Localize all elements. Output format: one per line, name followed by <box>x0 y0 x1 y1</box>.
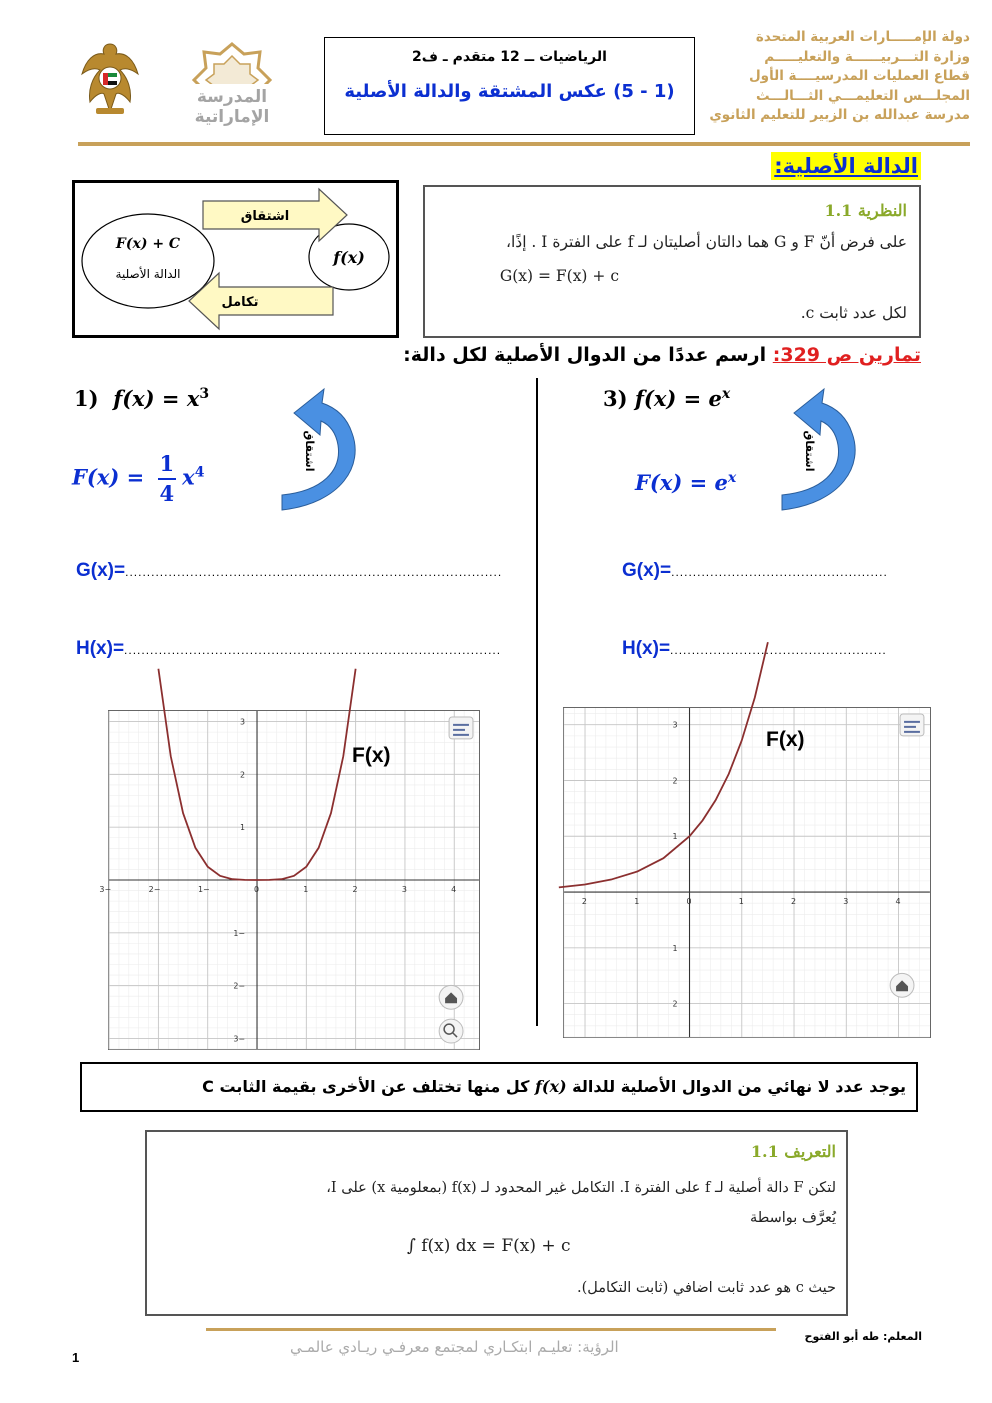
graph1-x-tick-label: −2 <box>148 884 161 894</box>
theorem-line-2: لكل عدد ثابت c. <box>800 304 907 322</box>
graph1-x-tick-label: −3 <box>99 884 112 894</box>
ex1-F-base: x <box>182 464 195 490</box>
ex3-g-line <box>622 560 888 582</box>
graph3-y-tick-label: 2 <box>672 776 678 786</box>
lesson-title-box <box>324 37 695 135</box>
ex1-h-blank: ....................................................................................... <box>124 643 502 657</box>
note-text-before: يوجد عدد لا نهائي من الدوال الأصلية للدالة <box>572 1077 906 1096</box>
graph-x4-over-4[interactable] <box>99 710 480 1050</box>
derivative-integration-diagram <box>72 180 399 338</box>
ex3-g-blank: .................................................. <box>671 565 888 579</box>
ex1-arrow-label: اشتقاق <box>303 430 316 472</box>
graph3-x-tick-label: 1 <box>634 896 640 906</box>
ex3-h-line <box>622 638 887 660</box>
graph3-x-tick-label: 0 <box>686 896 692 906</box>
org-line-3: قطاع العمليات المدرسيــــة الأول <box>748 68 970 84</box>
definition-title: التعريف 1.1 <box>750 1142 836 1161</box>
theorem-formula: G(x) = F(x) + c <box>499 267 619 285</box>
graph1-y-tick-label: 3 <box>240 717 246 727</box>
ex3-F-base: e <box>714 470 728 495</box>
ex1-g-label: G(x)= <box>76 560 126 581</box>
theorem-box <box>423 185 921 338</box>
ex1-number: 1) <box>74 386 99 411</box>
graph1-x-tick-label: 3 <box>401 884 407 894</box>
header-divider <box>78 142 970 146</box>
ex3-f-exp: x <box>721 386 731 402</box>
graph3-y-tick-label: 1 <box>672 832 678 842</box>
graph3-x-tick-label: 2 <box>581 896 588 906</box>
ex3-derivative-arrow-icon <box>772 385 862 517</box>
ex3-F-exp: x <box>727 470 737 486</box>
ex1-frac-num: 1 <box>158 450 177 480</box>
graph1-home-button-icon <box>439 985 463 1009</box>
definition-formula: ∫ f(x) dx = F(x) + c <box>407 1236 571 1256</box>
definition-line-2: يُعرَّف بواسطة <box>749 1210 836 1226</box>
exercises-instruction: ارسم عددًا من الدوال الأصلية لكل دالة: <box>403 344 767 366</box>
ex3-h-blank: .................................................. <box>670 643 887 657</box>
footer-divider <box>206 1328 776 1331</box>
org-line-2: وزارة التـــربيــــــة والتعليـــــم <box>764 48 970 65</box>
section-title: الدالة الأصلية: <box>771 152 921 180</box>
ex1-antiderivative <box>72 450 204 508</box>
infinite-antiderivatives-note <box>80 1062 918 1112</box>
graph1-label: F(x) <box>352 744 391 767</box>
graph3-bg <box>564 708 930 1037</box>
theorem-line-1: على فرض أنّ F و G هما دالتان أصليتان لـ f على الفترة I . إذًا، <box>505 233 907 251</box>
definition-box <box>145 1130 848 1316</box>
graph3-x-tick-label: 4 <box>895 896 901 906</box>
page-number: 1 <box>72 1350 80 1365</box>
ex1-F-exp: 4 <box>194 464 205 481</box>
ex3-g-label: G(x)= <box>622 560 672 581</box>
ex3-h-label: H(x)= <box>622 638 671 659</box>
ex3-function <box>603 386 730 411</box>
graph1-y-tick-label: −3 <box>233 1034 246 1044</box>
definition-line-1: لتكن F دالة أصلية لـ f على الفترة I. التكامل غير المحدود لـ f(x) (بمعلومية x) على I، <box>326 1180 836 1196</box>
org-line-1: دولة الإمـــــارات العربية المتحدة <box>755 29 970 45</box>
graph1-y-tick-label: −2 <box>233 981 246 991</box>
ex1-h-label: H(x)= <box>76 638 125 659</box>
org-line-5: مدرسة عبدالله بن الزبير للتعليم الثانوي <box>709 107 970 123</box>
ex1-frac-den: 4 <box>159 481 175 506</box>
ex1-F-lhs: F(x) = <box>72 464 145 490</box>
note-math: f(x) <box>535 1077 567 1096</box>
uae-emblem-icon <box>76 38 144 118</box>
ex3-f-base: e <box>708 386 722 411</box>
vision-statement: الرؤية: تعليـم ابتكـاري لمجتمع معرفـي ريـادي عالمـي <box>290 1338 619 1356</box>
subject-line: الرياضيات ــ 12 متقدم ـ ف2 <box>412 49 607 65</box>
graph3-y-tick-label: 3 <box>672 720 678 730</box>
ex1-g-line <box>76 560 502 582</box>
integration-arrow-label: تكامل <box>221 295 259 310</box>
note-text-after: كل منها تختلف عن الأخرى بقيمة الثابت C <box>202 1077 530 1096</box>
graph1-x-tick-label: 4 <box>451 884 457 894</box>
theorem-title: النظرية 1.1 <box>824 201 907 220</box>
graph3-x-tick-label: 2 <box>790 896 797 906</box>
graph3-x-tick-label: 1 <box>738 896 744 906</box>
graph-exp-x[interactable] <box>563 707 931 1038</box>
org-line-4: المجلـــس التعليمـــي الثـــالـــث <box>755 87 970 104</box>
logo-text-1: المدرسة <box>196 87 268 107</box>
integration-arrow-icon <box>189 273 333 329</box>
ex1-g-blank: ....................................................................................... <box>125 565 503 579</box>
ex1-f-exp: 3 <box>199 386 210 402</box>
graph1-zoom-circle <box>439 1019 463 1043</box>
ex3-f-lhs: f(x) = <box>634 386 702 411</box>
antiderivative-label: F(x) + C <box>115 236 181 252</box>
exercises-ref: تمارين ص 329: <box>772 344 921 366</box>
lesson-title: (1 - 5) عكس المشتقة والدالة الأصلية <box>344 81 675 102</box>
graph3-label: F(x) <box>766 728 805 751</box>
ex1-h-line <box>76 638 501 660</box>
graph3-home-button-icon <box>890 973 914 997</box>
derivative-arrow-label: اشتقاق <box>240 209 290 224</box>
graph3-x-tick-label: 3 <box>843 896 849 906</box>
graph1-zoom-icon <box>439 1019 463 1043</box>
ex3-arrow-label: اشتقاق <box>803 430 816 472</box>
graph1-style-bar-icon <box>449 717 473 739</box>
ministry-header <box>709 28 970 126</box>
ex1-fraction <box>158 450 177 508</box>
column-divider <box>536 378 538 1026</box>
graph1-x-tick-label: 2 <box>352 884 358 894</box>
graph1-x-tick-label: 1 <box>303 884 309 894</box>
ex3-F-lhs: F(x) = <box>635 470 708 495</box>
ex1-derivative-arrow-icon <box>272 385 362 517</box>
graph3-style-bar-icon <box>900 714 924 736</box>
emirati-school-logo <box>182 40 282 130</box>
graph1-y-tick-label: 1 <box>240 823 246 833</box>
graph1-y-tick-label: −1 <box>233 928 246 938</box>
ex3-antiderivative <box>635 470 736 495</box>
antiderivative-ellipse <box>82 214 214 308</box>
graph3-y-tick-label: 2 <box>672 999 678 1009</box>
graph1-x-tick-label: 0 <box>253 884 260 894</box>
logo-text-2: الإماراتية <box>194 107 270 127</box>
teacher-name: المعلم: طه أبو الفتوح <box>804 1330 922 1343</box>
antiderivative-caption: الدالة الأصلية <box>115 267 181 281</box>
graph1-x-tick-label: −1 <box>197 884 210 894</box>
graph3-y-tick-label: 1 <box>672 943 678 953</box>
ex3-number: 3) <box>603 386 628 411</box>
ex1-f-lhs: f(x) = <box>113 386 180 411</box>
function-label: f(x) <box>333 248 365 267</box>
graph1-y-tick-label: 2 <box>240 770 246 780</box>
ex1-function <box>74 386 209 411</box>
ex1-f-base: x <box>186 386 200 411</box>
definition-line-3: حيث c هو عدد ثابت اضافي (ثابت التكامل). <box>577 1280 836 1296</box>
exercises-title <box>403 344 921 366</box>
